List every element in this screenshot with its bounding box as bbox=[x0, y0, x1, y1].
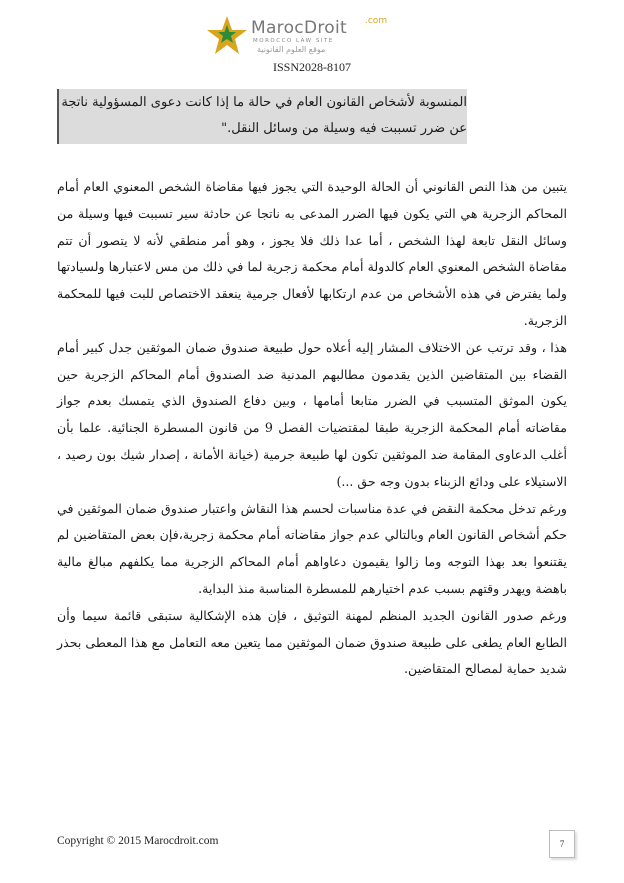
star-logo-icon bbox=[205, 14, 249, 56]
copyright-footer: Copyright © 2015 Marocdroit.com bbox=[57, 835, 219, 847]
brand-suffix: .com bbox=[365, 16, 388, 26]
brand-name: MarocDroit bbox=[251, 18, 347, 38]
tagline-english: MOROCCO LAW SITE bbox=[253, 38, 334, 44]
paragraph: ورغم تدخل محكمة النقض في عدة مناسبات لحسم هذا النقاش واعتبار صندوق ضمان الموثقين في حكم أشخاص القانون العام وبالتالي عدم جواز مقاضاته أمام محكمة زجرية،فإن بعض المتقاضين لم يقتنعوا بعد بهذا التوجه وما زالوا يقيمون دعاواهم أمام المحاكم الزجرية مما يكلفهم مبالغ مالية باهضة ويهدر وقتهم بسبب عدم اختيارهم للمسطرة المناسبة منذ البداية. bbox=[57, 500, 567, 596]
quote-line: المنسوبة لأشخاص القانون العام في حالة ما إذا كانت دعوى المسؤولية ناتجة bbox=[61, 95, 467, 110]
paragraph: يتبين من هذا النص القانوني أن الحالة الوحيدة التي يجوز فيها مقاضاة الشخص المعنوي العام أمام المحاكم الزجرية هي التي يكون فيها الضرر المدعى به ناتجا عن حادثة سير تسببت فيها وسيلة من وسائل النقل تابعة لهذا الشخص ، أما عدا ذلك فلا يجوز ، وهو أمر منطقي لأنه لا يتصور أن تتم مقاضاة الشخص المعنوي العام كالدولة أمام محكمة زجرية لما في ذلك من مس لاعتبارها ولسيادتها ولما يفترض في هذه الأشخاص من عدم ارتكابها لأفعال جرمية ينعقد الاختصاص للبت فيها للمحكمة الزجرية. bbox=[57, 179, 567, 328]
paragraph: هذا ، وقد ترتب عن الاختلاف المشار إليه أعلاه حول طبيعة صندوق ضمان الموثقين جدل كبير أمام القضاء بين المتقاضين الذين يقدمون مطالبهم المدنية ضد الصندوق أمام المحاكم الزجرية حين يكون الموثق المتسبب في الضرر متابعا أمامها ، وبين دفاع الصندوق الذي يتمسك بعدم جواز مقاضاته أمام المحكمة الزجرية طبقا لمقتضيات الفصل 9 من قانون المسطرة الجنائية. علما بأن أغلب الدعاوى المقامة ضد الموثقين تكون لها طبيعة جرمية (خيانة الأمانة ، إصدار شيك بون رصيد ، الاستيلاء على ودائع الزبناء بدون وجه حق ...) bbox=[57, 339, 567, 489]
tagline-arabic: موقع العلوم القانونية bbox=[257, 45, 326, 54]
quoted-legal-text bbox=[57, 89, 467, 144]
quote-line: عن ضرر تسببت فيه وسيلة من وسائل النقل." bbox=[221, 121, 467, 136]
page-number: 7 bbox=[549, 830, 575, 858]
paragraph: ورغم صدور القانون الجديد المنظم لمهنة التوثيق ، فإن هذه الإشكالية ستبقى قائمة سيما وأن الطابع العام يطغى على طبيعة صندوق ضمان الموثقين مما يتعين معه التعامل مع هذا المعطى بحذر شديد حماية لمصالح المتقاضين. bbox=[57, 607, 567, 677]
article-body bbox=[57, 174, 567, 683]
issn-number: ISSN2028-8107 bbox=[272, 60, 351, 74]
site-logo[interactable] bbox=[205, 14, 415, 56]
